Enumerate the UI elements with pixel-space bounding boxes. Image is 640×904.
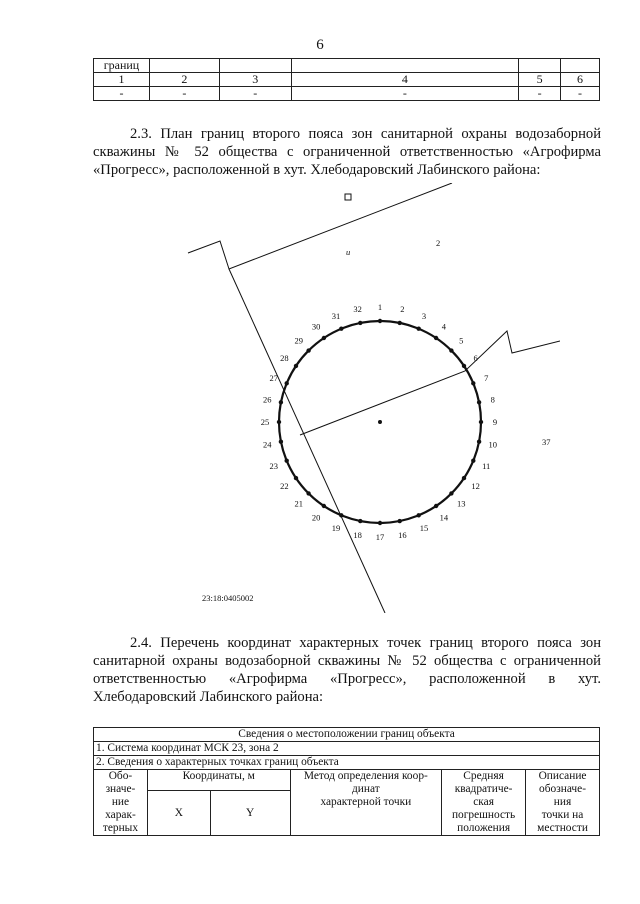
point-label: 14 <box>439 512 449 523</box>
table-row <box>94 756 600 770</box>
parcel-boundary-diagonal <box>229 269 385 613</box>
point-label: 7 <box>484 373 489 383</box>
col-x: X <box>147 791 210 836</box>
point-label: 15 <box>419 523 429 534</box>
page-number: 6 <box>316 37 324 53</box>
point-label: 28 <box>280 353 289 364</box>
boundary-point <box>285 459 289 463</box>
boundary-point <box>462 364 466 368</box>
col-method: Метод определения коор- динат характерной точки <box>290 770 442 836</box>
sanitary-zone-circle <box>261 302 497 542</box>
parcel-boundary-upper <box>188 183 452 269</box>
point-label: 32 <box>353 304 362 315</box>
point-label: 18 <box>353 529 362 540</box>
boundary-point <box>322 336 326 340</box>
boundary-point <box>358 519 362 523</box>
table-row <box>94 728 600 742</box>
map-label: 2 <box>436 238 441 248</box>
point-label: 29 <box>294 335 303 346</box>
column-number: 1 <box>94 73 150 87</box>
table-row <box>94 59 600 73</box>
table-header-fragment: границ <box>94 59 150 73</box>
coord-system-row: 1. Система координат МСК 23, зона 2 <box>94 742 600 756</box>
column-number: 3 <box>219 73 291 87</box>
point-label: 8 <box>490 394 495 405</box>
table-cell: - <box>519 87 561 101</box>
boundary-point <box>434 336 438 340</box>
section-2-4-text: 2.4. Перечень координат характерных точек границ второго пояса зон санитарной охраны водозаборной скважины № 52 общества с ограниченной ответственностью «Агрофирма «Прогресс», расположенной в хут. Хлебодаровский Лабинского района: <box>93 635 601 705</box>
point-label: 19 <box>331 523 341 534</box>
boundary-point <box>471 459 475 463</box>
table-cell: - <box>291 87 518 101</box>
map-labels <box>202 238 551 603</box>
boundary-point <box>339 327 343 331</box>
boundary-point <box>277 420 281 424</box>
boundary-point <box>398 519 402 523</box>
square-marker-icon <box>345 194 351 200</box>
point-label: 1 <box>377 302 383 312</box>
section-2-3 <box>93 125 601 179</box>
point-label: 27 <box>269 373 279 383</box>
point-label: 4 <box>441 321 447 332</box>
boundary-point <box>477 400 481 404</box>
point-label: 30 <box>311 321 321 332</box>
table-row <box>94 742 600 756</box>
table-row <box>94 73 600 87</box>
column-number: 5 <box>519 73 561 87</box>
point-label: 25 <box>260 417 270 427</box>
boundary-point <box>285 381 289 385</box>
boundary-point <box>306 348 310 352</box>
boundary-point <box>279 400 283 404</box>
col-error: Средняя квадратиче- ская погрешность положения <box>442 770 526 836</box>
boundary-plan <box>180 183 560 613</box>
point-label: 10 <box>488 439 498 450</box>
well-center-point <box>378 420 382 424</box>
map-lines <box>188 183 560 613</box>
table-title: Сведения о местоположении границ объекта <box>94 728 600 742</box>
point-label: 23 <box>269 461 279 471</box>
boundary-point <box>306 491 310 495</box>
point-label: 31 <box>331 310 341 321</box>
boundary-info-table <box>93 727 600 836</box>
parcel-boundary-right <box>300 331 560 435</box>
boundary-point <box>358 321 362 325</box>
section-2-3-text: 2.3. План границ второго пояса зон санитарной охраны водозаборной скважины № 52 общества с ограниченной ответственностью «Агрофирма «Прогресс», расположенной в хут. Хлебодаровский Лабинского района: <box>93 126 601 178</box>
top-table <box>93 58 600 101</box>
point-label: 11 <box>482 461 491 471</box>
point-label: 2 <box>400 304 405 315</box>
table-cell: - <box>149 87 219 101</box>
section-2-4 <box>93 634 601 706</box>
point-label: 24 <box>262 439 272 450</box>
table-row <box>94 87 600 101</box>
point-label: 5 <box>459 335 464 346</box>
point-label: 16 <box>398 529 407 540</box>
cadastral-label: 23:18:0405002 <box>202 593 254 603</box>
map-label: и <box>346 247 351 257</box>
point-label: 20 <box>311 512 321 523</box>
boundary-point <box>417 513 421 517</box>
point-label: 3 <box>421 310 427 321</box>
column-number: 2 <box>149 73 219 87</box>
point-label: 12 <box>471 480 480 491</box>
table-header-row <box>94 770 600 791</box>
point-label: 9 <box>492 417 498 427</box>
point-label: 22 <box>280 480 289 491</box>
boundary-point <box>434 504 438 508</box>
table-cell: - <box>219 87 291 101</box>
point-label: 17 <box>375 532 385 542</box>
point-label: 13 <box>457 498 466 509</box>
map-label: 37 <box>542 437 551 447</box>
point-label: 26 <box>262 394 272 405</box>
boundary-point <box>462 476 466 480</box>
col-description: Описание обозначе- ния точки на местности <box>526 770 600 836</box>
boundary-point <box>449 491 453 495</box>
boundary-point <box>279 440 283 444</box>
table-cell: - <box>94 87 150 101</box>
col-coordinates: Координаты, м <box>147 770 290 791</box>
col-designation: Обо- значе- ние харак- терных <box>94 770 148 836</box>
boundary-point <box>479 420 483 424</box>
boundary-point <box>322 504 326 508</box>
boundary-point <box>294 476 298 480</box>
column-number: 6 <box>561 73 600 87</box>
boundary-point <box>398 321 402 325</box>
point-label: 21 <box>294 498 303 509</box>
boundary-point <box>477 440 481 444</box>
point-label: 6 <box>473 353 478 364</box>
boundary-point <box>294 364 298 368</box>
boundary-point <box>471 381 475 385</box>
points-info-row: 2. Сведения о характерных точках границ объекта <box>94 756 600 770</box>
column-number: 4 <box>291 73 518 87</box>
table-cell: - <box>561 87 600 101</box>
boundary-point <box>378 319 382 323</box>
col-y: Y <box>210 791 290 836</box>
boundary-point <box>417 327 421 331</box>
boundary-point <box>378 521 382 525</box>
boundary-point <box>339 513 343 517</box>
boundary-point <box>449 348 453 352</box>
